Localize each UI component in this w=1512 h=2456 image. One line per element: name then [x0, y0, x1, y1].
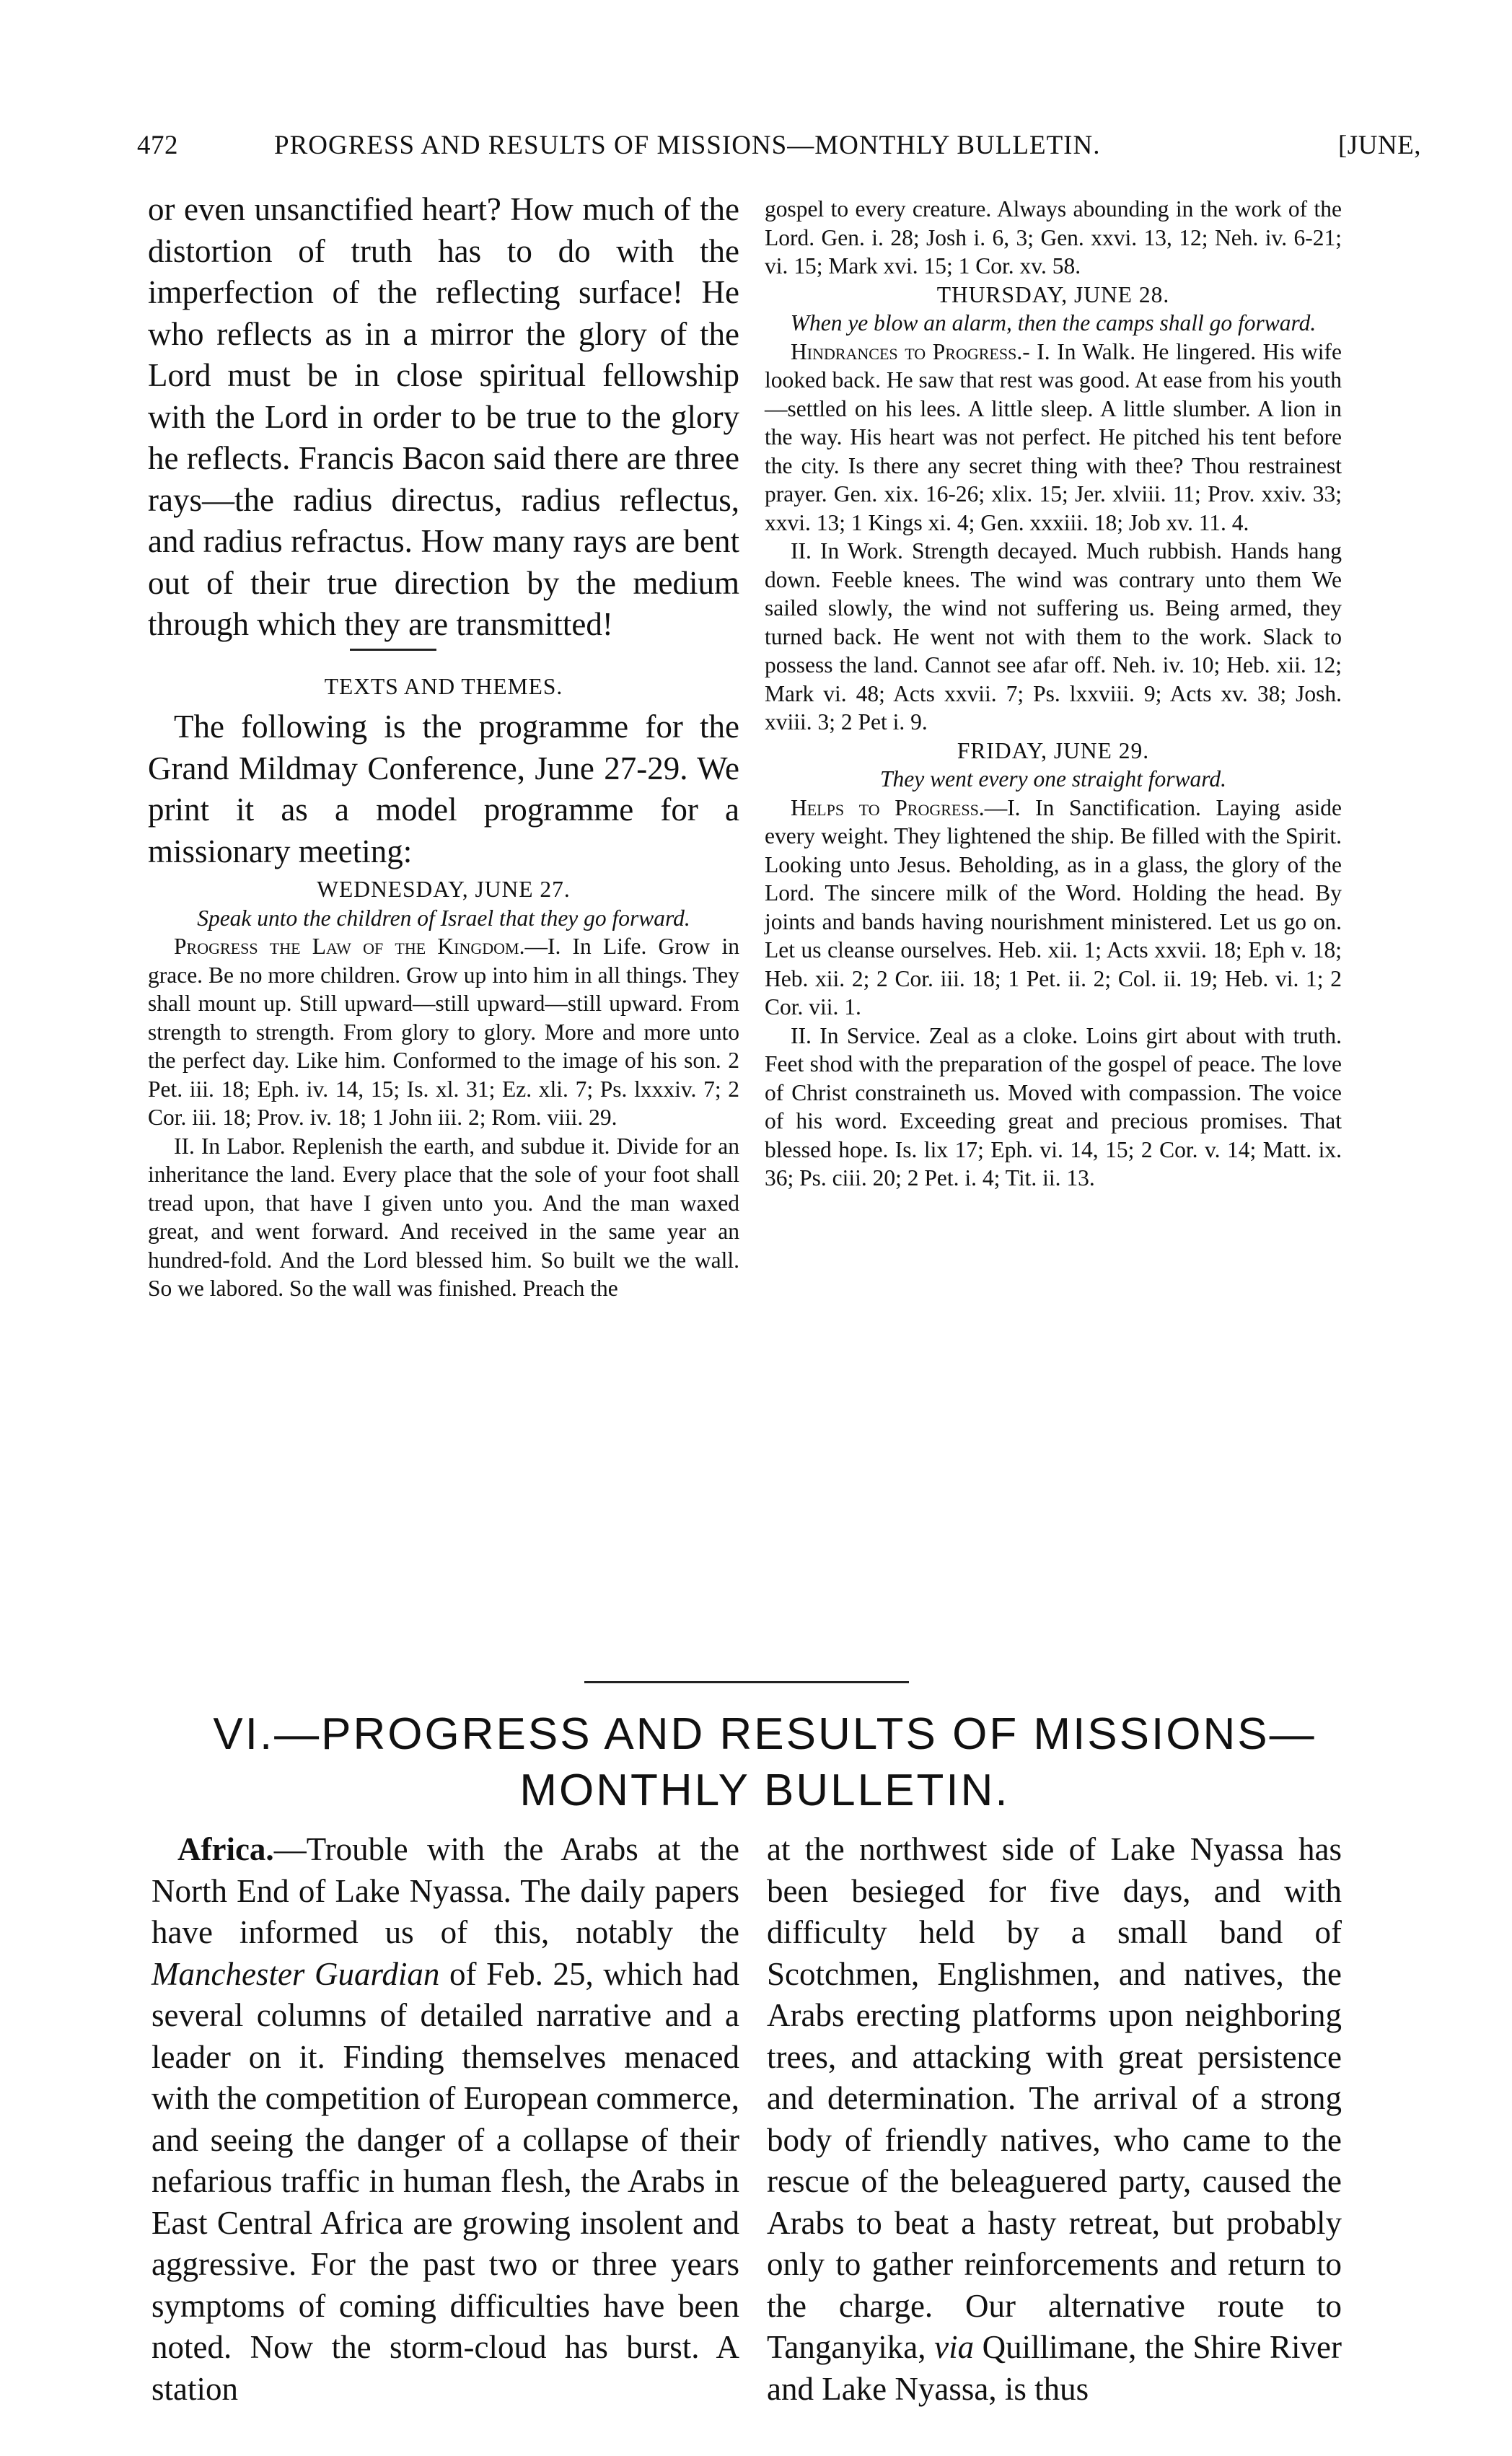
thursday-heading: THURSDAY, JUNE 28.	[936, 281, 1170, 307]
section-title	[188, 1706, 1342, 1819]
nyassa-text-b: Quillimane, the Shire River and Lake Nyassa, is thus	[767, 2329, 1342, 2407]
section-title-line1: VI.—PROGRESS AND RESULTS OF MISSIONS—	[213, 1709, 1317, 1759]
helps-text: —I. In Sanctification. Laying aside every weight. They lightened the ship. Be filled with the Spirit. Looking unto Jesus. Beholding, as in a glass, the glory of the Lord. The sincere milk of the Word. Holding the head. By joints and bands having nourishment ministered. Let us go on. Let us cleanse ourselves. Heb. xii. 1; Acts xxvii. 18; Eph v. 18; Heb. xii. 2; 2 Cor. iii. 18; 1 Pet. ii. 2; Col. ii. 19; Heb. vi. 1; 2 Cor. vii. 1.	[765, 794, 1342, 1019]
africa-text-b: of Feb. 25, which had several columns of detailed narrative and a leader on it. Finding themselves menaced with the competition of European commerce, and seeing the danger of a collapse of their nefarious traffic in human flesh, the Arabs in East Central Africa are growing insolent and aggressive. For the past two or three years symptoms of coming difficulties have been noted. Now the storm-cloud has burst. A station	[151, 1955, 739, 2407]
newspaper-name: Manchester Guardian	[151, 1955, 440, 1992]
nyassa-text-a: at the northwest side of Lake Nyassa has been besieged for five days, and with difficulty held by a small band of Scotchmen, Englishmen, and natives, the Arabs erecting platforms upon neighboring trees, and attacking with great persistence and determination. The arrival of a strong body of friendly natives, who came to the rescue of the beleaguered party, caused the Arabs to beat a hasty retreat, but probably only to gather reinforcements and return to the charge. Our alternative route to Tanganyika,	[767, 1831, 1342, 2365]
friday-motto: They went every one straight forward.	[879, 766, 1227, 791]
right-column-top	[765, 195, 1342, 1193]
divider-rule	[350, 649, 436, 651]
in-service-para: II. In Service. Zeal as a cloke. Loins girt about with truth. Feet shod with the preparation of the gospel of peace. The love of Christ constraineth us. Moved with compassion. The voice of his word. Exceeding great and precious promises. That blessed hope. Is. lix 17; Eph. vi. 14, 15; 2 Cor. v. 14; Matt. ix. 36; Ps. ciii. 20; 2 Pet. i. 4; Tit. ii. 13.	[765, 1022, 1342, 1190]
hindrances-para	[765, 338, 1342, 538]
progress-law-para	[148, 932, 739, 1132]
africa-para	[151, 1829, 739, 2410]
programme-intro: The following is the programme for the Grand Mildmay Conference, June 27-29. We print it as a model programme for a missionary meeting:	[148, 709, 739, 869]
wednesday-motto: Speak unto the children of Israel that they go forward.	[197, 905, 690, 931]
left-column-bottom	[151, 1829, 739, 2410]
progress-law-lead: Progress the Law of the Kingdom.	[174, 934, 525, 959]
helps-lead: Helps to Progress.	[791, 794, 985, 820]
page-number: 472	[137, 131, 178, 160]
progress-law-text: —I. In Life. Grow in grace. Be no more children. Grow up into him in all things. They shall mount up. Still upward—still upward—still upward. From strength to strength. From glory to glory. More and more unto the perfect day. Like him. Conformed to the image of his son. 2 Pet. iii. 18; Eph. iv. 14, 15; Is. xl. 31; Ez. xli. 7; Ps. lxxxiv. 7; 2 Cor. iii. 18; Prov. iv. 18; 1 John iii. 2; Rom. viii. 29.	[148, 934, 739, 1130]
running-title: PROGRESS AND RESULTS OF MISSIONS—MONTHLY BULLETIN.	[274, 131, 1101, 160]
hindrances-text: - I. In Walk. He lingered. His wife looked back. He saw that rest was good. At ease from his youth—settled on his lees. A little sleep. A little slumber. A lion in the way. His heart was not perfect. He pitched his tent before the city. Is there any secret thing with thee? Thou restrainest prayer. Gen. xix. 16-26; xlix. 15; Jer. xlviii. 11; Prov. xxiv. 33; xxvi. 13; 1 Kings xi. 4; Gen. xxxiii. 18; Job xv. 11. 4.	[765, 338, 1342, 535]
africa-lead: Africa.	[177, 1831, 274, 1867]
wednesday-heading: WEDNESDAY, JUNE 27.	[317, 877, 571, 902]
in-work-para: II. In Work. Strength decayed. Much rubbish. Hands hang down. Feeble knees. The wind was contrary unto them We sailed slowly, the wind not suffering us. Being armed, they turned back. He went not with them to the work. Slack to possess the land. Cannot see afar off. Neh. iv. 10; Heb. xii. 12; Mark vi. 48; Acts xxvii. 7; Ps. lxxviii. 9; Acts xv. 38; Josh. xviii. 3; 2 Pet i. 9.	[765, 538, 1342, 734]
in-labor-para: II. In Labor. Replenish the earth, and subdue it. Divide for an inheritance the land. Every place that the sole of your foot shall tread upon, that have I given unto you. And the man waxed great, and went forward. And received in the same year an hundred-fold. And the Lord blessed him. So built we the wall. So we labored. So the wall was finished. Preach the	[148, 1133, 739, 1301]
right-column-bottom	[767, 1829, 1342, 2410]
friday-heading: FRIDAY, JUNE 29.	[957, 737, 1150, 763]
texts-themes-heading: TEXTS AND THEMES.	[324, 673, 563, 699]
gospel-para: gospel to every creature. Always abounding in the work of the Lord. Gen. i. 28; Josh i. 6, 3; Gen. xxvi. 13, 12; Neh. iv. 6-21; vi. 15; Mark xvi. 15; 1 Cor. xv. 58.	[765, 196, 1342, 279]
section-divider	[584, 1681, 909, 1683]
left-para-distortion: or even unsanctified heart? How much of the distortion of truth has to do with the imperfection of the reflecting surface! He who reflects as in a mirror the glory of the Lord must be in close spiritual fellowship with the Lord in order to be true to the glory he reflects. Francis Bacon said there are three rays—the radius directus, radius reflectus, and radius refractus. How many rays are bent out of their true direction by the medium through which they are transmitted!	[148, 191, 739, 642]
thursday-motto: When ye blow an alarm, then the camps shall go forward.	[790, 310, 1317, 335]
left-column-top	[148, 189, 739, 1303]
via-word: via	[934, 2329, 975, 2365]
running-month: [JUNE,	[1337, 131, 1421, 160]
section-title-line2: MONTHLY BULLETIN.	[519, 1766, 1010, 1815]
helps-para	[765, 794, 1342, 1022]
hindrances-lead: Hindrances to Progress.	[791, 338, 1023, 364]
nyassa-para	[767, 1829, 1342, 2410]
africa-text-a: —Trouble with the Arabs at the North End of Lake Nyassa. The daily papers have informed us of this, notably the	[151, 1831, 739, 1950]
